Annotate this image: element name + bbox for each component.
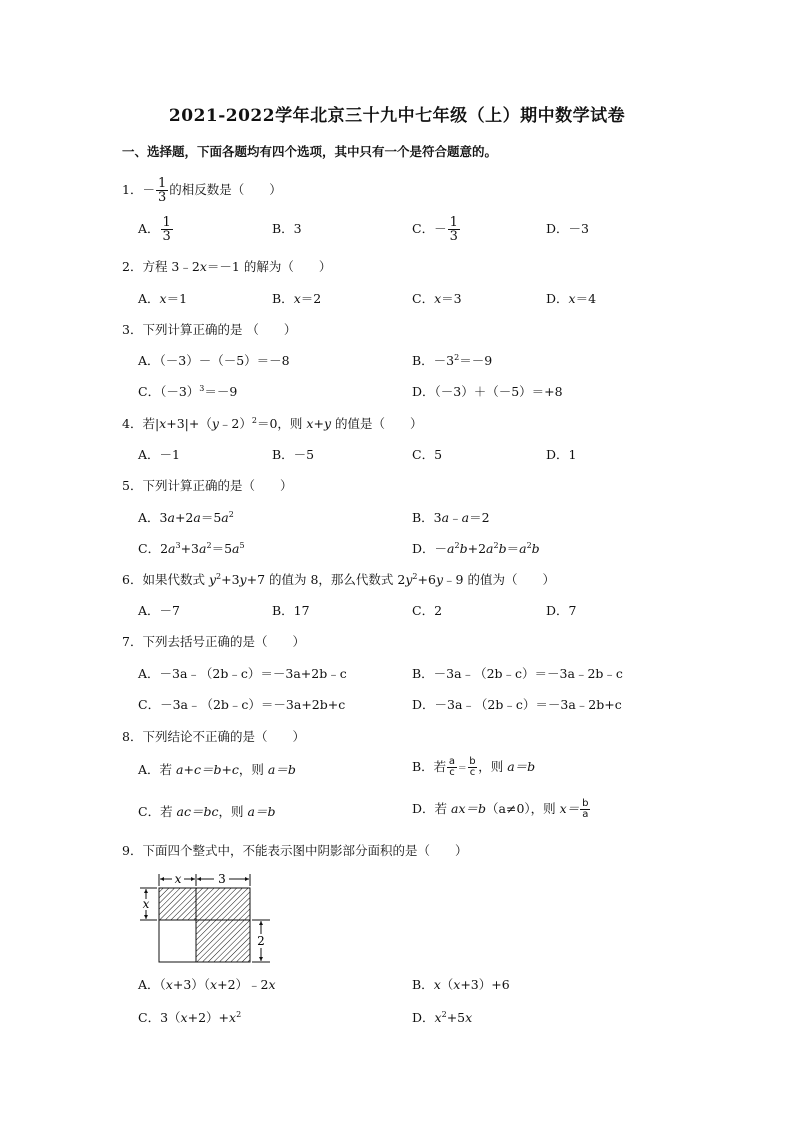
option-d: D．若 ax＝b（a≠0），则 x＝ $\frac{b}{a}$: [412, 798, 589, 820]
option-d: D．－3a﹣（2b﹣c）＝－3a﹣2b+c: [412, 697, 622, 712]
shaded-top-left: [159, 888, 196, 920]
option-b: B．x＝2: [272, 291, 322, 306]
option-b: B．－5: [272, 447, 315, 462]
shaded-top-right: [196, 888, 250, 920]
option-a: A．（－3）－（－5）＝－8: [138, 353, 290, 368]
option-c: C．$(-3)^3=-9$: [138, 384, 238, 399]
option-c: C．$3(x+2)+x^2$: [138, 1010, 242, 1025]
option-a: A．－1: [138, 447, 180, 462]
question-7: 7．下列去括号正确的是（ ）: [122, 634, 305, 649]
option-c: C．－ $\frac{1}{3}$: [412, 215, 458, 244]
option-d: D．－3: [546, 221, 589, 236]
option-c: C．$2a^3+3a^2=5a^5$: [138, 541, 245, 556]
option-b: B．－3a﹣（2b﹣c）＝－3a﹣2b﹣c: [412, 666, 623, 681]
option-d: D．7: [546, 603, 577, 618]
question-3: 3．下列计算正确的是 （ ）: [122, 322, 297, 337]
option-c: C．若 ac＝bc，则 a＝b: [138, 804, 276, 819]
option-c: C．x＝3: [412, 291, 462, 306]
option-b: B．17: [272, 603, 310, 618]
question-1: 1．－ $\frac{1}{3}$ 的相反数是（ ）: [122, 176, 282, 205]
label-x-top: x: [174, 872, 182, 886]
option-d: D．x＝4: [546, 291, 597, 306]
question-5: 5．下列计算正确的是（ ）: [122, 478, 293, 493]
shaded-bottom-right: [196, 920, 250, 962]
page-title: 2021-2022学年北京三十九中七年级（上）期中数学试卷: [168, 106, 626, 126]
question-8: 8．下列结论不正确的是（ ）: [122, 729, 305, 744]
option-a: A．－3a﹣（2b﹣c）＝－3a+2b﹣c: [138, 666, 347, 681]
option-c: C．－3a﹣（2b﹣c）＝－3a+2b+c: [138, 697, 346, 712]
label-3: 3: [218, 872, 226, 886]
fraction: $\frac{1}{3}$: [162, 215, 171, 244]
option-b: B．x（x+3）+6: [412, 977, 510, 992]
option-d: D．$x^2+5x$: [412, 1010, 473, 1025]
section-heading: 一、选择题，下面各题均有四个选项，其中只有一个是符合题意的。: [122, 144, 498, 159]
question-6: 6．如果代数式 $y^2+3y+7$ 的值为 8，那么代数式 $2y^2+6y﹣9$ 的值为（ ）: [122, 572, 555, 587]
option-a: A．$3a+2a=5a^2$: [138, 510, 234, 525]
option-a: A．x＝1: [138, 291, 188, 306]
option-b: B．3: [272, 221, 302, 236]
shaded-area-figure: [134, 866, 274, 966]
option-a: A．（x+3）（x+2）﹣2x: [138, 977, 276, 992]
fraction: $\frac{a}{c}$: [448, 756, 455, 778]
option-b: B．$-3^2=-9$: [412, 353, 493, 368]
option-c: C．2: [412, 603, 443, 618]
option-d: D．1: [546, 447, 577, 462]
option-a: A． $\frac{1}{3}$: [138, 215, 171, 244]
question-2: 2．方程 3﹣2x＝－1 的解为（ ）: [122, 259, 332, 274]
option-a: A．若 a+c＝b+c，则 a＝b: [138, 762, 296, 777]
option-d: D．（－3）＋（－5）＝+8: [412, 384, 563, 399]
question-4: 4．若|x+3|+（y﹣2）$^2$＝0，则 x+y 的值是（ ）: [122, 416, 423, 431]
option-c: C．5: [412, 447, 443, 462]
fraction: $\frac{1}{3}$: [449, 215, 458, 244]
option-d: D．$-a^2b+2a^2b=a^2b$: [412, 541, 540, 556]
option-b: B．若 $\frac{a}{c}$ ＝ $\frac{b}{c}$ ，则 a＝b: [412, 756, 536, 778]
fraction: $\frac{b}{a}$: [582, 798, 589, 820]
question-number: 1．: [122, 182, 143, 197]
question-stem: 的相反数是（ ）: [169, 182, 282, 197]
label-2: 2: [257, 934, 265, 948]
option-a: A．－7: [138, 603, 180, 618]
question-9: 9．下面四个整式中，不能表示图中阴影部分面积的是（ ）: [122, 843, 468, 858]
option-b: B．3a﹣a＝2: [412, 510, 490, 525]
fraction: $\frac{1}{3}$: [157, 176, 167, 205]
label-x-left: x: [142, 897, 150, 911]
fraction: $\frac{b}{c}$: [469, 756, 476, 778]
